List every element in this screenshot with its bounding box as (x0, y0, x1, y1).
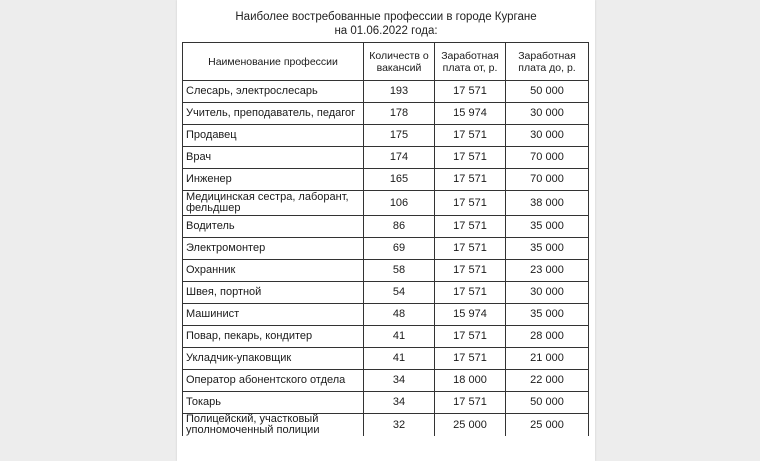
profession-name: Водитель (183, 216, 364, 238)
vacancy-count: 193 (364, 81, 435, 103)
salary-from: 17 571 (435, 238, 506, 260)
table-row (183, 125, 589, 147)
table-row (183, 147, 589, 169)
header-vacancy-count: Количеств о вакансий (364, 43, 435, 81)
profession-name: Полицейский, участковый уполномоченный полиции (183, 414, 364, 437)
vacancy-count: 34 (364, 392, 435, 414)
vacancy-count: 32 (364, 414, 435, 437)
profession-name: Слесарь, электрослесарь (183, 81, 364, 103)
title-line-2: на 01.06.2022 года: (334, 25, 438, 37)
salary-to: 22 000 (506, 370, 589, 392)
profession-name: Инженер (183, 169, 364, 191)
profession-name: Машинист (183, 304, 364, 326)
profession-name: Электромонтер (183, 238, 364, 260)
table-row (183, 238, 589, 260)
profession-name: Повар, пекарь, кондитер (183, 326, 364, 348)
salary-to: 35 000 (506, 216, 589, 238)
table-row (183, 392, 589, 414)
salary-to: 50 000 (506, 81, 589, 103)
salary-from: 17 571 (435, 326, 506, 348)
vacancy-count: 178 (364, 103, 435, 125)
table-row (183, 414, 589, 437)
header-profession: Наименование профессии (183, 43, 364, 81)
table-row (183, 169, 589, 191)
vacancy-count: 58 (364, 260, 435, 282)
salary-to: 28 000 (506, 326, 589, 348)
table-row (183, 282, 589, 304)
profession-name: Продавец (183, 125, 364, 147)
vacancy-count: 174 (364, 147, 435, 169)
salary-from: 18 000 (435, 370, 506, 392)
salary-to: 23 000 (506, 260, 589, 282)
salary-from: 17 571 (435, 282, 506, 304)
vacancy-count: 106 (364, 191, 435, 216)
salary-from: 15 974 (435, 103, 506, 125)
table-row (183, 348, 589, 370)
salary-to: 25 000 (506, 414, 589, 437)
table-row (183, 304, 589, 326)
salary-from: 17 571 (435, 348, 506, 370)
profession-name: Охранник (183, 260, 364, 282)
salary-from: 17 571 (435, 260, 506, 282)
vacancy-count: 54 (364, 282, 435, 304)
salary-from: 17 571 (435, 392, 506, 414)
document-title (177, 10, 595, 38)
document-page (177, 0, 595, 461)
profession-name: Врач (183, 147, 364, 169)
salary-from: 17 571 (435, 147, 506, 169)
table-row (183, 216, 589, 238)
salary-to: 30 000 (506, 125, 589, 147)
salary-from: 25 000 (435, 414, 506, 437)
vacancy-count: 175 (364, 125, 435, 147)
salary-to: 21 000 (506, 348, 589, 370)
salary-from: 15 974 (435, 304, 506, 326)
profession-name: Укладчик-упаковщик (183, 348, 364, 370)
table-row (183, 326, 589, 348)
salary-to: 70 000 (506, 169, 589, 191)
vacancy-count: 41 (364, 348, 435, 370)
header-salary-to: Заработная плата до, р. (506, 43, 589, 81)
profession-name: Оператор абонентского отдела (183, 370, 364, 392)
vacancy-count: 165 (364, 169, 435, 191)
table-row (183, 103, 589, 125)
professions-table (182, 42, 589, 436)
salary-from: 17 571 (435, 125, 506, 147)
header-salary-from: Заработная плата от, р. (435, 43, 506, 81)
table-header-row (183, 43, 589, 81)
profession-name: Учитель, преподаватель, педагог (183, 103, 364, 125)
salary-to: 38 000 (506, 191, 589, 216)
vacancy-count: 41 (364, 326, 435, 348)
salary-from: 17 571 (435, 81, 506, 103)
salary-to: 70 000 (506, 147, 589, 169)
salary-to: 35 000 (506, 304, 589, 326)
vacancy-count: 86 (364, 216, 435, 238)
vacancy-count: 69 (364, 238, 435, 260)
table-row (183, 260, 589, 282)
salary-to: 30 000 (506, 282, 589, 304)
salary-from: 17 571 (435, 191, 506, 216)
table-row (183, 191, 589, 216)
salary-from: 17 571 (435, 216, 506, 238)
salary-to: 30 000 (506, 103, 589, 125)
profession-name: Медицинская сестра, лаборант, фельдшер (183, 191, 364, 216)
table-row (183, 370, 589, 392)
profession-name: Токарь (183, 392, 364, 414)
profession-name: Швея, портной (183, 282, 364, 304)
table-row (183, 81, 589, 103)
vacancy-count: 48 (364, 304, 435, 326)
vacancy-count: 34 (364, 370, 435, 392)
title-line-1: Наиболее востребованные профессии в городе Кургане (235, 11, 537, 23)
salary-to: 50 000 (506, 392, 589, 414)
salary-from: 17 571 (435, 169, 506, 191)
salary-to: 35 000 (506, 238, 589, 260)
